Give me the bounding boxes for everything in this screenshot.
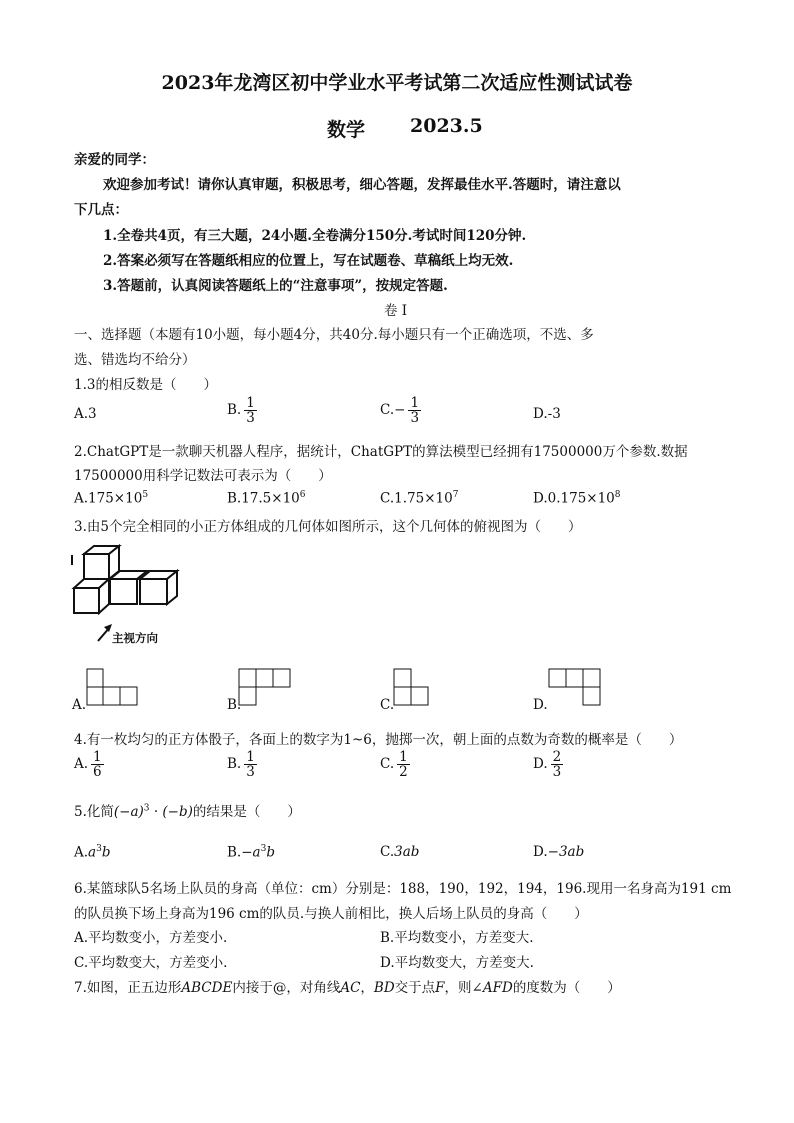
note-2: 2.答案必须写在答题纸相应的位置上，写在试题卷、草稿纸上均无效. <box>103 253 514 269</box>
q1-option-b: B. $\frac{1}{3}$ <box>227 395 255 427</box>
q5-stem: 5.化简$(-a)^3 \cdot (-b)$的结果是（ ） <box>74 803 301 820</box>
q1-option-a: A.3 <box>74 406 97 422</box>
q4-option-d: D. $\frac{2}{3}$ <box>533 749 562 781</box>
q1-stem: 1.3的相反数是（ ） <box>74 377 217 393</box>
section1-line2: 选、错选均不给分） <box>74 352 196 368</box>
note-1: 1.全卷共4页，有三大题，24小题.全卷满分150分.考试时间120分钟. <box>103 228 527 244</box>
q6-option-c: C.平均数变大，方差变小. <box>74 955 228 971</box>
q3-option-d-figure <box>548 668 604 706</box>
q7-stem: 7.如图，正五边形ABCDE内接于@，对角线AC，BD交于点F，则∠AFD的度数为（ ） <box>74 980 621 996</box>
q2-option-a: $A.175\times 10^5$ <box>74 490 149 507</box>
q6-option-a: A.平均数变小，方差变小. <box>74 930 228 946</box>
exam-date: 2023.5 <box>410 115 483 137</box>
q6-stem-line1: 6.某篮球队5名场上队员的身高（单位：cm）分别是：188，190，192，194，196.现用一名身高为191 cm <box>74 881 732 897</box>
q2-stem-line2: 17500000用科学记数法可表示为（ ） <box>74 468 332 484</box>
note-3: 3.答题前，认真阅读答题纸上的“注意事项”，按规定答题. <box>103 278 448 294</box>
greeting: 亲爱的同学： <box>74 152 155 168</box>
intro-line2: 下几点： <box>74 202 128 218</box>
q1-option-d: D.-3 <box>533 406 561 422</box>
q6-option-d: D.平均数变大，方差变大. <box>380 955 534 971</box>
subject-label: 数学 <box>327 119 366 141</box>
q1-option-c: C.− $\frac{1}{3}$ <box>380 395 420 427</box>
q3-option-c-figure <box>393 668 433 706</box>
q3-option-a: A. <box>72 697 87 713</box>
q3-stem: 3.由5个完全相同的小正方体组成的几何体如图所示，这个几何体的俯视图为（ ） <box>74 519 582 535</box>
q3-option-b-figure <box>238 668 294 706</box>
q4-stem: 4.有一枚均匀的正方体骰子，各面上的数字为1~6，抛掷一次，朝上面的点数为奇数的概率是（ ） <box>74 732 683 748</box>
section1-line1: 一、选择题（本题有10小题，每小题4分，共40分.每小题只有一个正确选项，不选、多 <box>74 327 594 343</box>
q5-option-c: C.3ab <box>380 844 420 860</box>
q3-option-a-figure <box>86 668 140 706</box>
q2-option-b: $B.17.5\times 10^6$ <box>227 490 306 507</box>
q2-option-c: $C.1.75\times 10^7$ <box>380 490 459 507</box>
q3-direction-label: 主视方向 <box>112 631 158 645</box>
q5-option-d: D.−3ab <box>533 844 585 860</box>
q5-option-a: $A.a^3b$ <box>74 844 111 861</box>
q3-option-b: B. <box>227 697 242 713</box>
q2-stem-line1: 2.ChatGPT是一款聊天机器人程序，据统计，ChatGPT的算法模型已经拥有17500000万个参数.数据 <box>74 444 688 460</box>
intro-line1: 欢迎参加考试！请你认真审题，积极思考，细心答题，发挥最佳水平.答题时，请注意以 <box>103 177 621 193</box>
volume-label: 卷 I <box>384 303 408 319</box>
q2-option-d: $D.0.175\times 10^8$ <box>533 490 621 507</box>
q3-option-c: C. <box>380 697 395 713</box>
q3-option-d: D. <box>533 697 548 713</box>
q4-option-b: B. $\frac{1}{3}$ <box>227 749 255 781</box>
q4-option-a: A. $\frac{1}{6}$ <box>74 749 102 781</box>
q6-option-b: B.平均数变小，方差变大. <box>380 930 534 946</box>
page-title: 2023年龙湾区初中学业水平考试第二次适应性测试试卷 <box>161 72 633 94</box>
q4-option-c: C. $\frac{1}{2}$ <box>380 749 408 781</box>
q6-stem-line2: 的队员换下场上身高为196 cm的队员.与换人前相比，换人后场上队员的身高（ ） <box>74 906 588 922</box>
q5-option-b: $B.-a^3b$ <box>227 844 275 861</box>
